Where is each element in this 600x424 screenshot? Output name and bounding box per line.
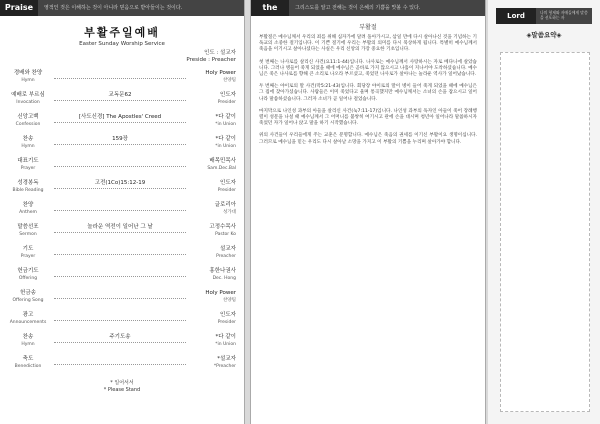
order-list [0, 68, 244, 376]
order-item-detail [54, 290, 186, 299]
order-item-leader [186, 290, 236, 304]
order-item-label-en: Hymn [21, 78, 35, 83]
order-item-leader [186, 246, 236, 260]
order-item-detail [54, 356, 186, 365]
order-item-label-en: Bible Reading [12, 188, 44, 193]
order-item-label-ko: 헌금기도 [17, 268, 39, 274]
order-item-label [6, 224, 50, 238]
order-item-leader-sub: Pastor Ko [215, 232, 236, 237]
order-item-label-en: Offering [18, 276, 38, 281]
notes-panel [488, 0, 600, 424]
the-tag: the [251, 0, 289, 16]
order-item-leader [186, 70, 236, 84]
order-item-leader-sub: Preacher [216, 254, 236, 259]
sermon-paragraph: 부활절은 예수님께서 우리의 죄를 위해 십자가에 달려 돌아가시고, 삼일 만에 다시 살아나신 것을 기념하는 기독교의 소중한 절기입니다. 이 기쁜 절기에 우리는 부활의 의미를 다시 묵상하게 됩니다. 특별히 예수님께서 죽음을 이기시고 살아나셨다는 사실은 우리 신앙의 가장 중요한 기초입니다. [259, 35, 477, 53]
order-item [0, 68, 244, 90]
order-item-leader-sub: Presider [217, 188, 236, 193]
order-item-leader [186, 334, 236, 348]
order-item [0, 200, 244, 222]
order-item [0, 310, 244, 332]
lord-tag: Lord [496, 8, 536, 24]
presider-label [0, 50, 236, 64]
praise-header-bar [0, 0, 244, 16]
order-item-label-en: Offering Song [12, 298, 44, 303]
order-item-label-en: Prayer [20, 254, 36, 259]
order-item-label [6, 158, 50, 172]
order-item-label [6, 70, 50, 84]
lord-motto: 나의 형제와 자매들에게 말씀을 선포하는 자 [540, 10, 588, 20]
order-item-leader-sub: *in Union [215, 122, 236, 127]
order-item-leader-ko: 배목민목사 [209, 158, 236, 164]
order-item-detail [54, 70, 186, 79]
order-item-label-ko: 대표기도 [17, 158, 39, 164]
order-item-label-ko: 기도 [22, 246, 34, 252]
sermon-paragraph: 위의 사건들이 우리들에게 주는 교훈은 분명합니다. 예수님은 죽음의 권세를 이기신 부활이요 생명이십니다. 그러므로 예수님을 믿는 우리도 다시 살아날 소망을 가지고 이 부활의 기쁨을 누리며 살아가야 합니다. [259, 133, 477, 145]
sermon-paragraph: 두 번째는 야이로의 딸 사건(막5:21-43)입니다. 회당장 야이로의 딸이 병이 들어 죽게 되었을 때에 예수님은 그 집에 찾아가셨습니다. 사람들은 이미 죽었다고 울며 통곡했지만 예수님께서는 소녀의 손을 잡으시고 일어나라 말씀하셨습니다. 그러자 소녀가 곧 일어나 걸었습니다. [259, 84, 477, 102]
order-item-leader-ko: 글로리아 [214, 202, 236, 208]
order-item [0, 354, 244, 376]
order-item [0, 288, 244, 310]
order-item-detail [54, 268, 186, 277]
order-item-leader-sub: Presider [217, 320, 236, 325]
praise-motto: 영적인 것은 이해하는 것이 아니라 믿음으로 받아들이는 것이다. [44, 5, 183, 11]
order-item-detail [54, 202, 186, 211]
order-item [0, 156, 244, 178]
order-item-leader-ko: *설교자 [217, 356, 236, 362]
stand-note [0, 380, 244, 394]
order-item-leader-ko: *다 같이 [215, 114, 236, 120]
order-item-leader [186, 202, 236, 216]
stand-note-en: * Please Stand [103, 387, 141, 393]
order-item [0, 244, 244, 266]
order-item-leader-sub: *Preacher [213, 364, 236, 369]
order-item-leader [186, 268, 236, 282]
order-item-leader-ko: *다 같이 [215, 136, 236, 142]
order-item-leader-ko: 인도자 [220, 180, 236, 186]
order-item-label [6, 334, 50, 348]
order-item-label-ko: 신앙고백 [17, 114, 39, 120]
order-item-label-ko: 찬송 [22, 136, 34, 142]
order-item-leader [186, 114, 236, 128]
order-item-label-ko: 예배로 부르심 [11, 92, 45, 98]
order-item-label [6, 290, 50, 304]
order-item-label-en: Anthem [19, 210, 37, 215]
order-item-label [6, 202, 50, 216]
order-item-label-en: Prayer [20, 166, 36, 171]
order-item-leader-sub: Sam.Dec.Bal [207, 166, 236, 171]
order-item-leader-ko: 홍한나권사 [209, 268, 236, 274]
order-item-detail: 159장 [54, 136, 186, 145]
order-item-label-en: Hymn [21, 342, 35, 347]
sermon-summary-title: ◈말씀요약◈ [526, 31, 562, 39]
order-item-label-en: Sermon [19, 232, 37, 237]
order-item-label-ko: 찬송 [22, 334, 34, 340]
order-item [0, 222, 244, 244]
order-item-label [6, 114, 50, 128]
order-item [0, 332, 244, 354]
order-item-label [6, 312, 50, 326]
order-item [0, 178, 244, 200]
order-item-leader [186, 356, 236, 370]
order-item-leader-sub: 성가대 [222, 210, 236, 215]
presider-en: Preside : Preacher [186, 57, 236, 63]
order-item-leader-sub: *in Union [215, 342, 236, 347]
the-header-bar [251, 0, 485, 16]
stand-note-ko: * 일어서서 [110, 380, 134, 386]
order-item-detail: 교독문62 [54, 92, 186, 101]
order-item-leader-sub: *in Union [215, 144, 236, 149]
sermon-paragraph: 마지막으로 나인성 과부의 아들을 살리신 사건(눅7:11-17)입니다. 나인성 과부의 독자인 아들이 죽어 장례행렬이 성문을 나설 때 예수님께서 그 어머니를 불쌍히 여기시고 관에 손을 대시며 청년아 일어나라 말씀하시자 죽었던 자가 일어나 앉고 말을 하기 시작했습니다. [259, 108, 477, 127]
order-item-label-ko: 성경봉독 [17, 180, 39, 186]
order-item-leader-sub: Dec. Hong [212, 276, 236, 281]
order-item-detail: 주기도송 [54, 334, 186, 343]
order-item-detail [54, 312, 186, 321]
service-title: 부활주일예배 [84, 26, 160, 39]
sermon-notes-area[interactable] [500, 52, 590, 412]
sermon-paragraphs [251, 35, 485, 146]
order-item-detail: 고전(1Co)15:12-19 [54, 180, 186, 189]
order-item-label-en: Invocation [16, 100, 40, 105]
order-item-label-en: Benediction [14, 364, 42, 369]
order-item-leader-ko: 고정수목사 [209, 224, 236, 230]
order-item-label-ko: 축도 [22, 356, 34, 362]
order-item-label [6, 246, 50, 260]
order-item [0, 90, 244, 112]
order-item-label-ko: 헌금송 [20, 290, 36, 296]
order-item-label-ko: 찬양 [22, 202, 34, 208]
praise-tag: Praise [0, 0, 38, 16]
order-item-leader [186, 92, 236, 106]
sermon-text-panel [250, 0, 486, 424]
order-item-label-en: Confession [15, 122, 41, 127]
order-item [0, 112, 244, 134]
order-item-leader [186, 224, 236, 238]
order-item-leader [186, 158, 236, 172]
order-item-leader-ko: Holy Power [205, 70, 236, 76]
order-item-label-en: Hymn [21, 144, 35, 149]
order-item-detail [54, 158, 186, 167]
order-item-leader-ko: *다 같이 [215, 334, 236, 340]
order-item [0, 134, 244, 156]
order-item-label [6, 180, 50, 194]
order-item-leader [186, 180, 236, 194]
order-item-label [6, 356, 50, 370]
order-item-detail: [사도신경] The Apostles' Creed [54, 114, 186, 123]
presider-ko: 인도 : 설교자 [204, 50, 236, 56]
order-item [0, 266, 244, 288]
order-item-leader-sub: 찬양팀 [222, 298, 236, 303]
order-item-leader-ko: 인도자 [220, 92, 236, 98]
order-item-leader-ko: 설교자 [220, 246, 236, 252]
order-item-label-ko: 경배와 찬양 [13, 70, 43, 76]
sermon-paragraph: 첫 번째는 나사로를 살리신 사건(요11:1-44)입니다. 나사로는 예수님께서 사랑하시는 자로 베다니에 살았습니다. 그러나 병들어 죽게 되었을 때에 예수님은 곧바로 가지 않으시고 나흘이 지나서야 도착하셨습니다. 예수님은 죽은 나사로를 향해 큰 소리로 나오라 부르셨고, 죽었던 나사로가 살아나는 놀라운 역사가 일어났습니다. [259, 59, 477, 78]
order-item-label-ko: 광고 [22, 312, 34, 318]
order-item-label-ko: 말씀선포 [17, 224, 39, 230]
order-item-leader-sub: 찬양팀 [222, 78, 236, 83]
easter-heading: 부활절 [359, 24, 377, 31]
order-item-leader [186, 136, 236, 150]
order-item-label-en: Announcements [9, 320, 47, 325]
order-item-label [6, 268, 50, 282]
order-item-label [6, 92, 50, 106]
order-item-detail [54, 246, 186, 255]
order-item-label [6, 136, 50, 150]
the-motto: 그리스도를 알고 전해는 것이 은혜의 기쁨을 맛볼 수 있다. [295, 5, 421, 11]
service-subtitle: Easter Sunday Worship Service [79, 41, 165, 47]
order-item-detail: 놀라운 역전이 일어난 그 날 [54, 224, 186, 233]
lord-header-bar [496, 8, 592, 24]
order-item-leader-sub: Presider [217, 100, 236, 105]
order-item-leader [186, 312, 236, 326]
order-item-leader-ko: 인도자 [220, 312, 236, 318]
order-of-worship-panel [0, 0, 245, 424]
order-item-leader-ko: Holy Power [205, 290, 236, 296]
